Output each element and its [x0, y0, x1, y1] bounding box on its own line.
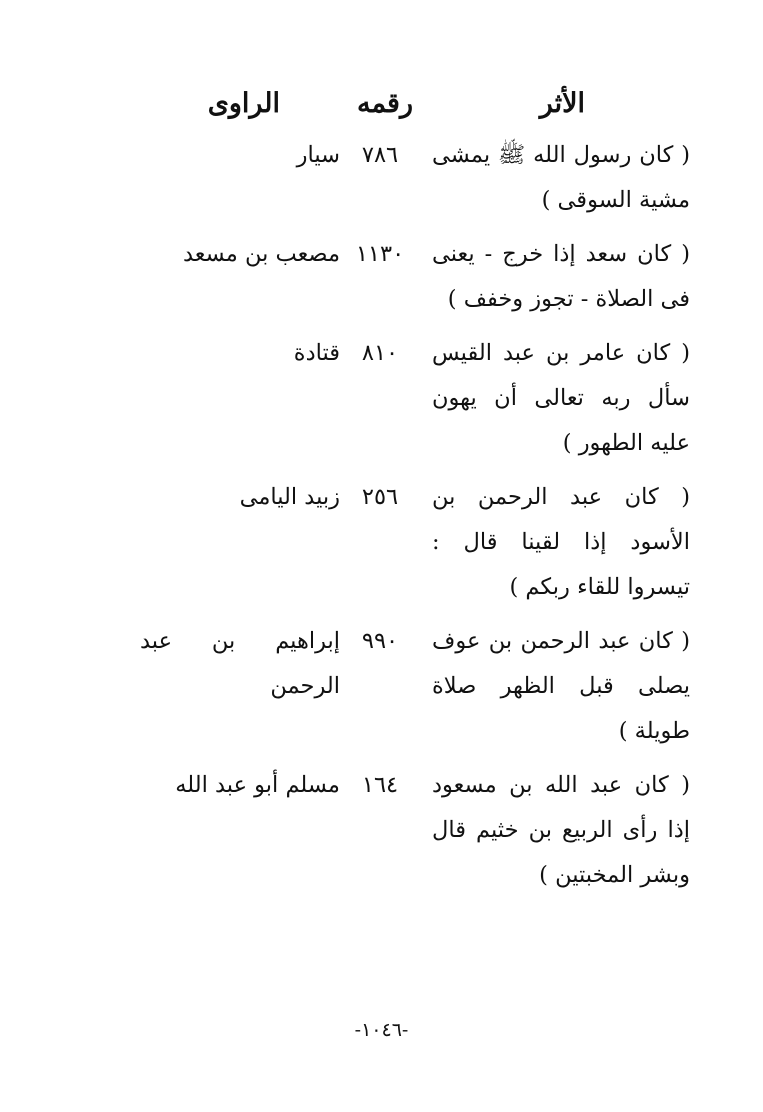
athar-text: ( كان رسول الله ﷺ يمشى مشية السوقى ): [432, 142, 690, 213]
athar-number: ٢٥٦: [361, 484, 399, 510]
table-row: [0, 763, 763, 898]
athar-number: ٨١٠: [361, 340, 399, 366]
athar-text: ( كان سعد إذا خرج - يعنى فى الصلاة - تجوز وخفف ): [432, 241, 690, 312]
table-header: [0, 82, 763, 126]
narrator-name: مصعب بن مسعد: [183, 241, 340, 267]
table-row: [0, 475, 763, 610]
page-number: -١٠٤٦-: [354, 1019, 409, 1041]
narrator-name: مسلم أبو عبد الله: [175, 772, 340, 798]
athar-number: ١١٣٠: [355, 241, 405, 267]
athar-number: ١٦٤: [361, 772, 399, 798]
athar-text: ( كان عبد الرحمن بن الأسود إذا لقينا قال : تيسروا للقاء ربكم ): [432, 484, 690, 600]
header-number: رقمه: [356, 88, 413, 119]
narrator-name: إبراهيم بن عبد الرحمن: [140, 628, 340, 699]
table-row: [0, 232, 763, 322]
header-athar: الأثر: [539, 88, 585, 119]
narrator-name: قتادة: [293, 340, 340, 366]
table-row: [0, 133, 763, 223]
narrator-name: زبيد اليامى: [239, 484, 340, 510]
entries-list: [0, 133, 763, 907]
table-row: [0, 331, 763, 466]
athar-number: ٧٨٦: [361, 142, 399, 168]
athar-number: ٩٩٠: [361, 628, 399, 654]
header-narrator: الراوى: [207, 88, 280, 119]
narrator-name: سيار: [296, 142, 340, 168]
athar-text: ( كان عبد الرحمن بن عوف يصلى قبل الظهر صلاة طويلة ): [432, 628, 690, 744]
table-row: [0, 619, 763, 754]
athar-text: ( كان عبد الله بن مسعود إذا رأى الربيع بن خثيم قال وبشر المخبتين ): [432, 772, 690, 888]
athar-text: ( كان عامر بن عبد القيس سأل ربه تعالى أن يهون عليه الطهور ): [432, 340, 690, 456]
